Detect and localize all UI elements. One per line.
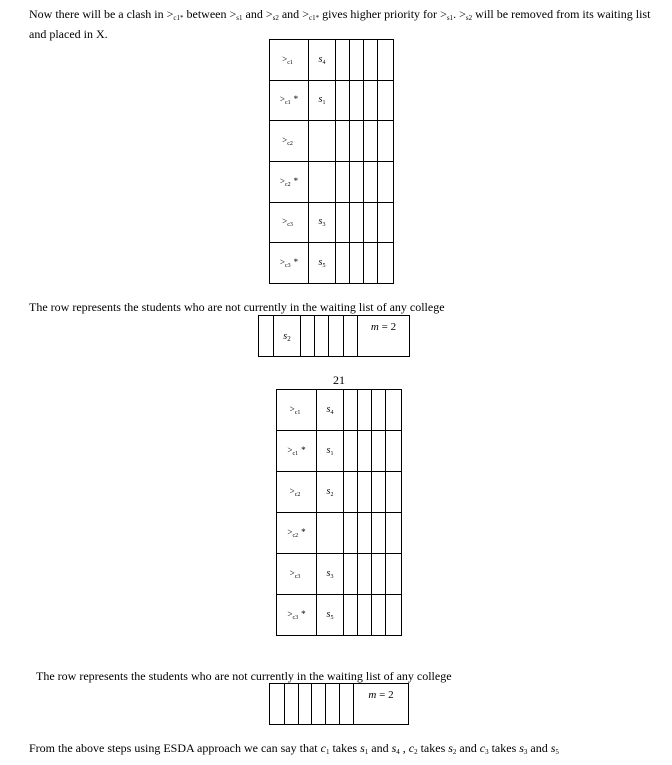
empty-cell (364, 161, 378, 202)
student-cell: $s_3$ (317, 554, 344, 595)
empty-cell (336, 161, 350, 202)
student-cell (317, 513, 344, 554)
empty-cell (364, 243, 378, 284)
empty-cell (378, 161, 394, 202)
preference-cell: $>_{c1}$ (277, 390, 317, 431)
table-row (270, 80, 394, 121)
student-cell: $s_3$ (309, 202, 336, 243)
bar2-cell (285, 684, 299, 725)
unassigned-students-row-1 (258, 315, 410, 357)
empty-cell (386, 513, 402, 554)
table-row (270, 40, 394, 81)
empty-cell (386, 390, 402, 431)
student-cell: $s_1$ (317, 431, 344, 472)
table-row (277, 431, 402, 472)
preference-cell: $>_{c2}$ (277, 472, 317, 513)
empty-cell (350, 161, 364, 202)
empty-cell (344, 513, 358, 554)
empty-cell (336, 121, 350, 162)
preference-cell: $>_{c2}$ (270, 121, 309, 162)
preference-cell: $>_{c1}$ * (270, 80, 309, 121)
empty-cell (350, 202, 364, 243)
empty-cell (364, 40, 378, 81)
student-cell: $s_4$ (309, 40, 336, 81)
empty-cell (350, 121, 364, 162)
preference-cell: $>_{c2}$ * (277, 513, 317, 554)
empty-cell (358, 595, 372, 636)
empty-cell (378, 80, 394, 121)
empty-cell (344, 472, 358, 513)
empty-cell (378, 243, 394, 284)
empty-cell (336, 202, 350, 243)
waiting-list-table-1 (269, 39, 394, 284)
empty-cell (372, 554, 386, 595)
empty-cell (372, 595, 386, 636)
student-cell: $s_1$ (309, 80, 336, 121)
preference-cell: $>_{c3}$ * (277, 595, 317, 636)
empty-cell (344, 554, 358, 595)
empty-cell (358, 554, 372, 595)
preference-cell: $>_{c3}$ * (270, 243, 309, 284)
table-row (277, 595, 402, 636)
table-row (270, 121, 394, 162)
intro-line-1: Now there will be a clash in $>_{c1*}$ between $>_{s1}$ and $>_{s2}$ and $>_{c1*}$ gives higher priority for $>_{s1}$. $>_{s2}$ will be removed from its waiting list (29, 7, 651, 22)
empty-cell (372, 390, 386, 431)
empty-cell (350, 243, 364, 284)
table-row (270, 243, 394, 284)
bar1-student-cell: $s_2$ (274, 316, 301, 357)
bar2-cell (340, 684, 354, 725)
bar1-cell (329, 316, 344, 357)
bar1-cell (344, 316, 358, 357)
preference-cell: $>_{c1}$ * (277, 431, 317, 472)
empty-cell (386, 431, 402, 472)
bar1-m-cell: m = 2 (358, 316, 410, 357)
bar2-cell (299, 684, 312, 725)
empty-cell (350, 80, 364, 121)
bar2-m-cell: m = 2 (354, 684, 409, 725)
bar1-cell (301, 316, 315, 357)
empty-cell (358, 472, 372, 513)
page-number: 21 (333, 373, 345, 387)
intro-line-2: and placed in X. (29, 27, 108, 41)
empty-cell (378, 121, 394, 162)
empty-cell (336, 243, 350, 284)
conclusion-paragraph: From the above steps using ESDA approach we can say that $c_1$ takes $s_1$ and $s_4$ , $c_2$ takes $s_2$ and $c_3$ takes $s_3$ and $s_5$ (29, 741, 559, 756)
empty-cell (372, 472, 386, 513)
preference-cell: $>_{c3}$ (277, 554, 317, 595)
preference-cell: $>_{c3}$ (270, 202, 309, 243)
empty-cell (350, 40, 364, 81)
empty-cell (358, 390, 372, 431)
table-row (277, 554, 402, 595)
table-row (270, 161, 394, 202)
empty-cell (378, 40, 394, 81)
bar1-cell (315, 316, 329, 357)
waiting-list-table-2 (276, 389, 402, 636)
empty-cell (372, 431, 386, 472)
table-row (277, 513, 402, 554)
empty-cell (344, 431, 358, 472)
bar2-cell (312, 684, 326, 725)
empty-cell (364, 121, 378, 162)
empty-cell (344, 390, 358, 431)
empty-cell (386, 472, 402, 513)
empty-cell (378, 202, 394, 243)
preference-cell: $>_{c1}$ (270, 40, 309, 81)
empty-cell (358, 513, 372, 554)
table-row (277, 390, 402, 431)
empty-cell (358, 431, 372, 472)
bar2-cell (270, 684, 285, 725)
table-row (270, 202, 394, 243)
caption-1: The row represents the students who are not currently in the waiting list of any college (29, 300, 445, 314)
table-row (277, 472, 402, 513)
unassigned-students-row-2 (269, 683, 409, 725)
student-cell (309, 161, 336, 202)
intro-paragraph (29, 6, 650, 42)
student-cell: $s_2$ (317, 472, 344, 513)
empty-cell (336, 40, 350, 81)
bar2-cell (326, 684, 340, 725)
empty-cell (372, 513, 386, 554)
preference-cell: $>_{c2}$ * (270, 161, 309, 202)
empty-cell (386, 595, 402, 636)
student-cell (309, 121, 336, 162)
student-cell: $s_4$ (317, 390, 344, 431)
student-cell: $s_5$ (309, 243, 336, 284)
empty-cell (386, 554, 402, 595)
empty-cell (344, 595, 358, 636)
empty-cell (336, 80, 350, 121)
bar1-cell (259, 316, 274, 357)
empty-cell (364, 80, 378, 121)
caption-2: The row represents the students who are not currently in the waiting list of any college (36, 669, 452, 683)
empty-cell (364, 202, 378, 243)
student-cell: $s_5$ (317, 595, 344, 636)
